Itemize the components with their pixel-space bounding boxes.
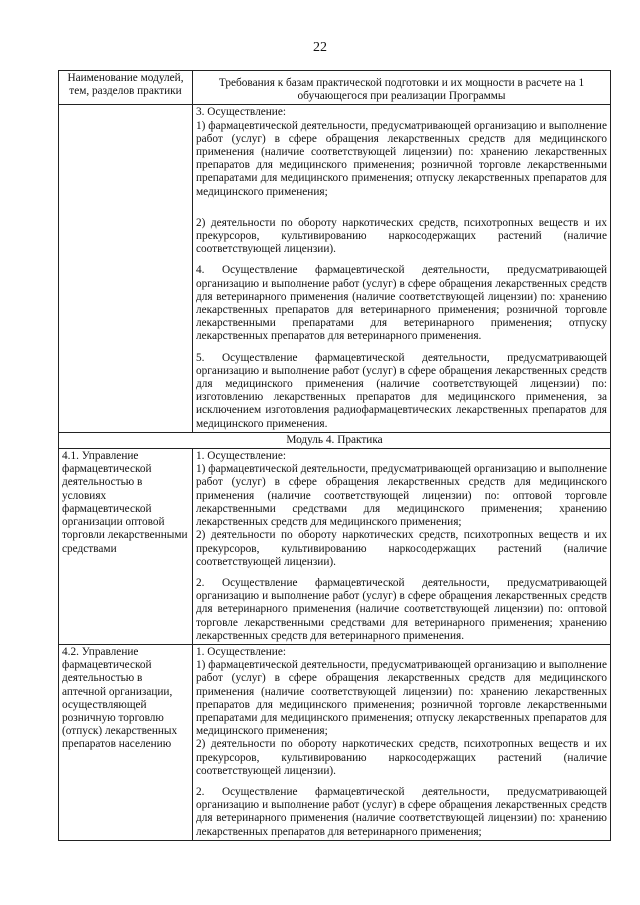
paragraph: 2) деятельности по обороту наркотических средств, психотропных веществ и их прекурсоров, культивированию наркосодержащих растений (наличие соответствующей лицензии).: [196, 529, 607, 568]
paragraph: 3. Осуществление:: [196, 106, 286, 119]
paragraph: 5. Осуществление фармацевтической деятельности, предусматривающей организацию и выполнение работ (услуг) в сфере обращения лекарственных средств для медицинского применения (наличие соответствующей лицензии) по: изготовлению лекарственных препаратов для медицинского применения, за исключением изготовления радиофармацевтических лекарственных препаратов для медицинского применения.: [196, 351, 607, 430]
paragraph: 2. Осуществление фармацевтической деятельности, предусматривающей организацию и выполнение работ (услуг) в сфере обращения лекарственных средств для ветеринарного применения (наличие соответствующей лицензии) по: хранению лекарственных препаратов для ветеринарного применения;: [196, 785, 607, 838]
table-row: [59, 644, 611, 840]
requirements-cell: [193, 449, 611, 645]
paragraph: 4. Осуществление фармацевтической деятельности, предусматривающей организацию и выполнение работ (услуг) в сфере обращения лекарственных средств для ветеринарного применения (наличие соответствующей лицензии) по: хранению лекарственных препаратов для ветеринарного применения; розничной торговле лекарственными препаратами для ветеринарного применения; отпуску лекарственных препаратов для ветеринарного применения.: [196, 264, 607, 343]
section-title: 4.2. Управление фармацевтической деятельностью в аптечной организации, осуществляющей розничную торговлю (отпуск) лекарственных препаратов населению: [62, 645, 178, 751]
paragraph: 1) фармацевтической деятельности, предусматривающей организацию и выполнение работ (услуг) в сфере обращения лекарственных средств для медицинского применения (наличие соответствующей лицензии) по: хранению лекарственных препаратов для медицинского применения; розничной торговле лекарственными препаратами для медицинского применения; отпуску лекарственных препаратов для медицинского применения;: [196, 119, 607, 198]
section-title: 4.1. Управление фармацевтической деятельностью в условиях фармацевтической организации оптовой торговли лекарственными средствами: [62, 450, 188, 555]
header-modules-column: Наименование модулей, тем, разделов практики: [59, 71, 193, 105]
paragraph: 1. Осуществление:: [196, 450, 286, 463]
paragraph: 2) деятельности по обороту наркотических средств, психотропных веществ и их прекурсоров, культивированию наркосодержащих растений (наличие соответствующей лицензии).: [196, 216, 607, 256]
section-title-cell: [59, 449, 193, 645]
module-title: Модуль 4. Практика: [59, 432, 611, 448]
module-title-row: [59, 432, 611, 448]
paragraph: 1) фармацевтической деятельности, предусматривающей организацию и выполнение работ (услуг) в сфере обращения лекарственных средств для медицинского применения (наличие соответствующей лицензии) по: оптовой торговле лекарственными средствами для медицинского применения; хранению лекарственных средств для медицинского применения;: [196, 463, 607, 529]
requirements-table: [58, 70, 611, 841]
table-row: [59, 449, 611, 645]
requirements-cell: [193, 105, 611, 432]
table-header-row: [59, 71, 611, 105]
section-title-cell: [59, 644, 193, 840]
header-requirements-column: Требования к базам практической подготовки и их мощности в расчете на 1 обучающегося при реализации Программы: [193, 71, 611, 105]
paragraph: 2) деятельности по обороту наркотических средств, психотропных веществ и их прекурсоров, культивированию наркосодержащих растений (наличие соответствующей лицензии).: [196, 738, 607, 777]
requirements-cell: [193, 644, 611, 840]
empty-cell: [59, 105, 193, 432]
page-number: 22: [313, 40, 327, 55]
paragraph: 1. Осуществление:: [196, 645, 286, 658]
paragraph: 2. Осуществление фармацевтической деятельности, предусматривающей организацию и выполнение работ (услуг) в сфере обращения лекарственных средств для ветеринарного применения (наличие соответствующей лицензии) по: оптовой торговле лекарственными средствами для ветеринарного применения; хранению лекарственных средств для ветеринарного применения.: [196, 576, 607, 642]
paragraph: 1) фармацевтической деятельности, предусматривающей организацию и выполнение работ (услуг) в сфере обращения лекарственных средств для медицинского применения (наличие соответствующей лицензии) по: хранению лекарственных препаратов для медицинского применения; розничной торговле лекарственными препаратами для медицинского применения; отпуску лекарственных препаратов для медицинского применения;: [196, 659, 607, 738]
table-row: [59, 105, 611, 432]
